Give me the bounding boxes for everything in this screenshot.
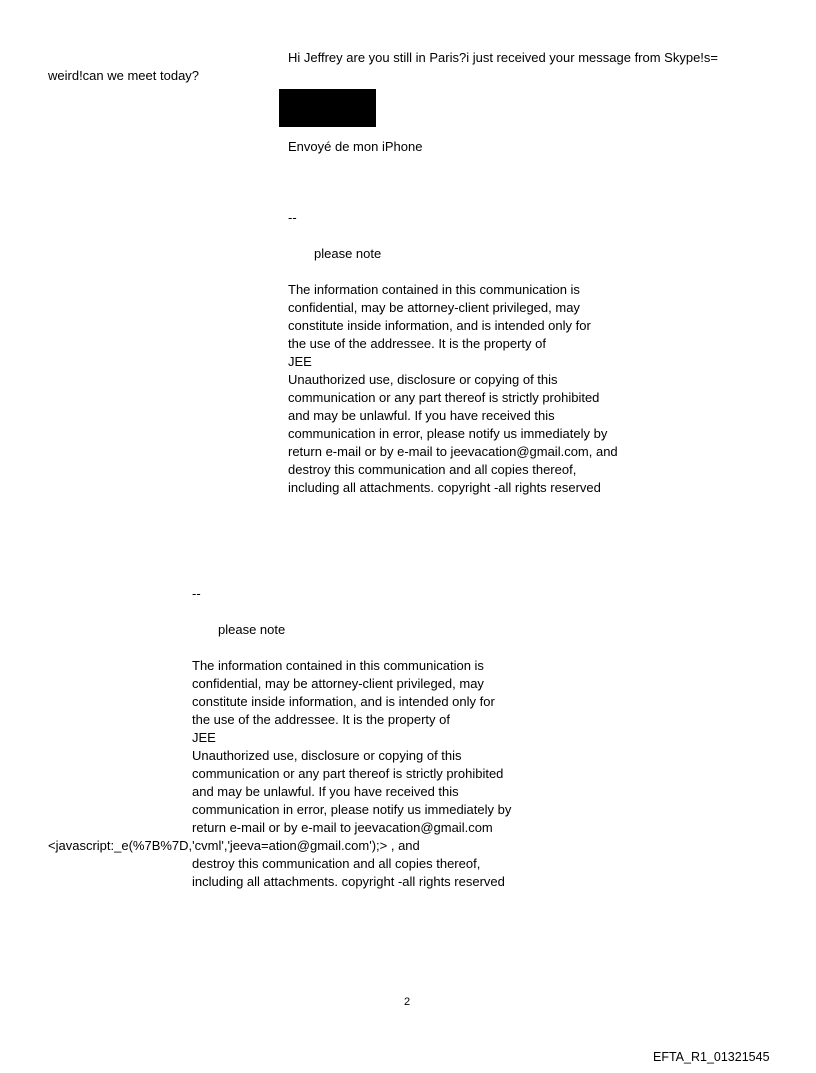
notice-2-line: destroy this communication and all copies thereof, [192,856,481,871]
notice-1-line: communication or any part thereof is strictly prohibited [288,390,600,405]
iphone-signature: Envoyé de mon iPhone [288,139,423,154]
notice-2-line: The information contained in this communication is [192,658,484,673]
separator-dashes-1: -- [288,210,297,225]
notice-1-line: return e-mail or by e-mail to jeevacation@gmail.com, and [288,444,618,459]
notice-2-line: the use of the addressee. It is the property of [192,712,450,727]
notice-2-line: Unauthorized use, disclosure or copying of this [192,748,462,763]
notice-2-line: JEE [192,730,216,745]
separator-dashes-2: -- [192,586,201,601]
notice-2-line: constitute inside information, and is intended only for [192,694,495,709]
notice-1-line: JEE [288,354,312,369]
notice-1-line: Unauthorized use, disclosure or copying of this [288,372,558,387]
message-line-1: Hi Jeffrey are you still in Paris?i just received your message from Skype!s= [288,50,719,65]
notice-2-line: confidential, may be attorney-client privileged, may [192,676,484,691]
please-note-1: please note [314,246,382,261]
javascript-link-line: <javascript:_e(%7B%7D,'cvml','jeeva=ation@gmail.com');> , and [48,838,420,853]
notice-2-line: including all attachments. copyright -all rights reserved [192,874,505,889]
message-line-2: weird!can we meet today? [48,68,200,83]
notice-2-line: communication in error, please notify us immediately by [192,802,512,817]
bates-number: EFTA_R1_01321545 [653,1050,770,1064]
notice-1-line: the use of the addressee. It is the property of [288,336,546,351]
notice-1-line: destroy this communication and all copies thereof, [288,462,577,477]
notice-1-line: communication in error, please notify us immediately by [288,426,608,441]
confidentiality-notice-2 [192,657,511,837]
notice-2-line: and may be unlawful. If you have received this [192,784,459,799]
please-note-2: please note [218,622,286,637]
redaction-box [279,89,376,127]
confidentiality-notice-2-end [192,855,505,891]
notice-2-line: communication or any part thereof is strictly prohibited [192,766,504,781]
page-number: 2 [404,996,411,1008]
notice-1-line: The information contained in this communication is [288,282,580,297]
notice-2-line: return e-mail or by e-mail to jeevacation@gmail.com [192,820,493,835]
notice-1-line: including all attachments. copyright -all rights reserved [288,480,601,495]
notice-1-line: constitute inside information, and is intended only for [288,318,591,333]
confidentiality-notice-1 [288,281,618,497]
notice-1-line: and may be unlawful. If you have received this [288,408,555,423]
notice-1-line: confidential, may be attorney-client privileged, may [288,300,580,315]
